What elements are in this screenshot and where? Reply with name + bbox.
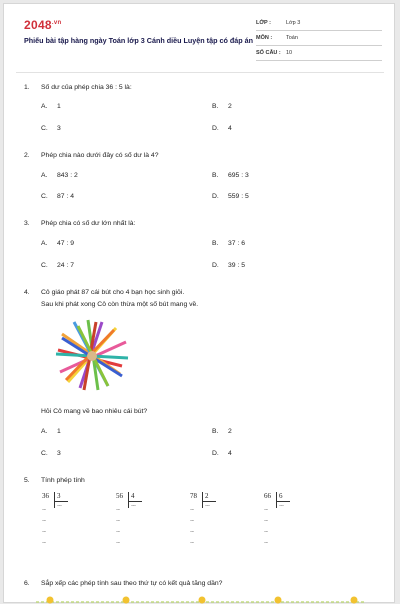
meta-label: MÔN : (256, 35, 273, 41)
option-value: 3 (57, 125, 61, 132)
divisor: 6 (279, 492, 283, 500)
option-value: 1 (57, 103, 61, 110)
option-value: 87 : 4 (57, 193, 75, 200)
division-bar (54, 492, 55, 508)
option-2a[interactable] (41, 172, 78, 179)
question-number: 3. (24, 220, 30, 227)
work-blank[interactable]: ..... (190, 540, 194, 545)
question-4-line2: Sau khi phát xong Cô còn thừa một số bút mang về. (41, 301, 199, 308)
meta-value: Toán (286, 35, 298, 41)
option-4a[interactable] (41, 428, 61, 435)
site-logo[interactable] (24, 18, 61, 32)
meta-subject-row (256, 32, 382, 46)
work-blank[interactable]: ..... (42, 529, 46, 534)
option-1a[interactable] (41, 103, 61, 110)
option-value: 695 : 3 (228, 172, 249, 179)
option-value: 39 : 5 (228, 262, 246, 269)
dividend: 56 (116, 492, 123, 500)
option-4b[interactable] (212, 428, 232, 435)
option-letter: D. (212, 125, 219, 132)
option-value: 2 (228, 103, 232, 110)
question-text: Sắp xếp các phép tính sau theo thứ tự có kết quả tăng dần? (41, 580, 223, 587)
question-number: 1. (24, 84, 30, 91)
division-bar (276, 492, 277, 508)
long-division-1 (42, 492, 82, 556)
option-value: 2 (228, 428, 232, 435)
question-text: Số dư của phép chia 36 : 5 là: (41, 84, 132, 91)
decorative-border (16, 594, 384, 604)
option-letter: D. (212, 193, 219, 200)
work-blank[interactable]: ..... (264, 529, 268, 534)
work-blank[interactable]: ..... (116, 518, 120, 523)
meta-value: Lớp 3 (286, 20, 301, 26)
work-blank[interactable]: ..... (42, 540, 46, 545)
work-blank[interactable]: ..... (264, 518, 268, 523)
option-3a[interactable] (41, 240, 74, 247)
dividend: 36 (42, 492, 49, 500)
question-text: Tính phép tính (41, 477, 85, 484)
option-value: 4 (228, 450, 232, 457)
option-letter: D. (212, 262, 219, 269)
question-text: Cô giáo phát 87 cái bút cho 4 bạn học sinh giỏi. (41, 289, 185, 296)
option-letter: A. (41, 172, 48, 179)
work-blank[interactable]: ..... (42, 518, 46, 523)
option-letter: A. (41, 428, 48, 435)
option-3d[interactable] (212, 262, 245, 269)
long-division-3 (190, 492, 230, 556)
division-line (128, 501, 142, 502)
option-value: 37 : 6 (228, 240, 246, 247)
question-number: 2. (24, 152, 30, 159)
divisor: 3 (57, 492, 61, 500)
division-line (54, 501, 68, 502)
option-letter: B. (212, 240, 219, 247)
logo-suffix: .vn (51, 20, 62, 26)
meta-value: 10 (286, 50, 293, 56)
work-blank[interactable]: ..... (190, 518, 194, 523)
quotient-blank[interactable]: ...... (57, 503, 62, 508)
option-letter: C. (41, 450, 48, 457)
question-number: 4. (24, 289, 30, 296)
option-4c[interactable] (41, 450, 61, 457)
work-blank[interactable]: ..... (264, 507, 268, 512)
option-2c[interactable] (41, 193, 74, 200)
quotient-blank[interactable]: ...... (279, 503, 284, 508)
meta-label: LỚP : (256, 20, 271, 26)
quotient-blank[interactable]: ...... (205, 503, 210, 508)
option-1d[interactable] (212, 125, 232, 132)
long-division-2 (116, 492, 156, 556)
dividend: 66 (264, 492, 271, 500)
work-blank[interactable]: ..... (116, 529, 120, 534)
option-2d[interactable] (212, 193, 249, 200)
dividend: 78 (190, 492, 197, 500)
option-letter: C. (41, 125, 48, 132)
option-1b[interactable] (212, 103, 232, 110)
work-blank[interactable]: ..... (42, 507, 46, 512)
option-value: 4 (228, 125, 232, 132)
option-letter: C. (41, 262, 48, 269)
option-letter: D. (212, 450, 219, 457)
long-division-4 (264, 492, 304, 556)
option-3b[interactable] (212, 240, 245, 247)
logo-text: 2048 (24, 18, 52, 32)
question-text: Phép chia nào dưới đây có số dư là 4? (41, 152, 159, 159)
divisor: 2 (205, 492, 209, 500)
option-letter: B. (212, 428, 219, 435)
work-blank[interactable]: ..... (190, 507, 194, 512)
option-letter: A. (41, 240, 48, 247)
work-blank[interactable]: ..... (264, 540, 268, 545)
colored-pencils-illustration (51, 316, 133, 396)
option-letter: B. (212, 172, 219, 179)
work-blank[interactable]: ..... (190, 529, 194, 534)
division-bar (128, 492, 129, 508)
option-value: 3 (57, 450, 61, 457)
meta-class-row (256, 17, 382, 31)
option-letter: A. (41, 103, 48, 110)
meta-count-row (256, 47, 382, 61)
question-text: Phép chia có số dư lớn nhất là: (41, 220, 136, 227)
question-number: 6. (24, 580, 30, 587)
division-line (276, 501, 290, 502)
worksheet-page (3, 3, 395, 603)
option-1c[interactable] (41, 125, 61, 132)
division-bar (202, 492, 203, 508)
page-title: Phiếu bài tập hàng ngày Toán lớp 3 Cánh diều Luyện tập có đáp án (24, 36, 254, 45)
meta-label: SỐ CÂU : (256, 50, 281, 56)
question-4-line3: Hỏi Cô mang về bao nhiêu cái bút? (41, 408, 148, 415)
option-letter: C. (41, 193, 48, 200)
option-3c[interactable] (41, 262, 74, 269)
option-4d[interactable] (212, 450, 232, 457)
divisor: 4 (131, 492, 135, 500)
option-value: 559 : 5 (228, 193, 249, 200)
option-value: 47 : 9 (57, 240, 75, 247)
work-blank[interactable]: ..... (116, 540, 120, 545)
work-blank[interactable]: ..... (116, 507, 120, 512)
quotient-blank[interactable]: ...... (131, 503, 136, 508)
option-letter: B. (212, 103, 219, 110)
header-divider (16, 72, 384, 73)
option-value: 24 : 7 (57, 262, 75, 269)
question-number: 5. (24, 477, 30, 484)
option-2b[interactable] (212, 172, 249, 179)
division-line (202, 501, 216, 502)
option-value: 843 : 2 (57, 172, 78, 179)
option-value: 1 (57, 428, 61, 435)
